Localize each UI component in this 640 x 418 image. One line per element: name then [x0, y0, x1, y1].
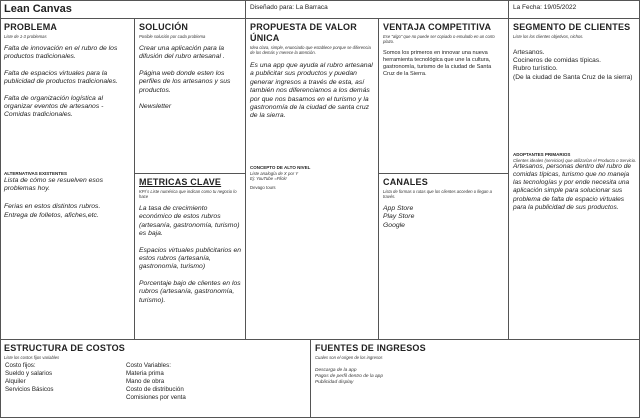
concepto-item: Devago tours: [250, 184, 276, 190]
segmento-section: [509, 19, 640, 340]
ventaja-subtitle: Ese "algo" que no puede ser copiado o emulado en un corto plazo.: [383, 34, 495, 44]
canales-section: [379, 174, 509, 340]
solucion-title: SOLUCIÓN: [139, 22, 189, 32]
ventaja-text: Somos los primeros en innovar una nueva herramienta tecnológica que une la cultura, gastronomía, turismo de la ciudad de Santa Cruz de la Sierra.: [383, 50, 492, 77]
costos-variables: Costo Variables: Materia prima Mano de obra Costo de distribución Comisiones por venta: [126, 362, 186, 401]
propuesta-subtitle: Idea clara, simple, enunciado que establece porque se diferencia de los demás y merece la atención.: [250, 45, 371, 55]
ingresos-subtitle: Cuales son el origen de los ingresos: [315, 355, 383, 360]
ingresos-section: [311, 340, 640, 418]
metricas-title: METRICAS CLAVE: [139, 177, 222, 187]
segmento-items: Artesanos. Cocineros de comidas típicas. Rubro turístico. (De la ciudad de Santa Cruz de la sierra): [513, 49, 633, 81]
header-title-cell: [0, 0, 246, 19]
metricas-item: Porcentaje bajo de clientes en los rubros (artesanía, gastronomía, turismo).: [139, 279, 241, 304]
solucion-subtitle: Posible solución por cada problema: [139, 34, 206, 39]
alternativas-title: ALTERNATIVAS EXISTENTES: [4, 171, 68, 176]
problema-item: Falta de espacios virtuales para la publicidad de productos tradicionales.: [4, 69, 118, 86]
solucion-item: Newsletter: [139, 103, 172, 111]
canvas-title: Lean Canvas: [4, 3, 72, 15]
canales-item: Play Store: [383, 213, 415, 221]
canales-subtitle: Lista de formas o rutas que los clientes acceden o llegan a través.: [383, 189, 492, 199]
ventaja-title: VENTAJA COMPETITIVA: [383, 22, 492, 32]
problema-subtitle: Liste de 1-3 problemas: [4, 34, 47, 39]
metricas-item: Espacios virtuales publicitarios en estos rubros (artesanía, gastronomía, turismo): [139, 246, 242, 271]
alternativas-text: Lista de cómo se resuelven esos problemas hoy.: [4, 176, 103, 192]
header-date-cell: [509, 0, 640, 19]
propuesta-text: Es una app que ayuda al rubro artesanal a publicitar sus productos y puedan generar ingresos a través de esta, así también nos diferenciamos a los demás por que nos basamos en el turismo y la gastronomía de la ciudad de santa cruz de la sierra.: [250, 62, 373, 120]
metricas-item: La tasa de crecimiento económico de estos rubros (artesanía, gastronomía, turismo) es baja.: [139, 205, 240, 238]
segmento-title: SEGMENTO DE CLIENTES: [513, 22, 631, 32]
solucion-section: [135, 19, 246, 174]
problema-title: PROBLEMA: [4, 22, 58, 32]
propuesta-title: PROPUESTA DE VALOR ÚNICA: [250, 22, 357, 43]
alternativas-items: Ferias en estos distintos rubros. Entrega de folletos, afiches,etc.: [4, 203, 101, 219]
segmento-subtitle: Liste los los clientes objetivos, nichos.: [513, 34, 584, 39]
problema-item: Falta de organización logística al organizar eventos de artesanos - Comidas tradicionales.: [4, 94, 104, 119]
concepto-sub1: Liste analogía de X por Y: [250, 170, 299, 176]
ventaja-section: [379, 19, 509, 174]
metricas-section: [135, 174, 246, 340]
adoptantes-subtitle: Clientes ideales (servicios) que utilizarían el Producto o Servicio.: [513, 157, 637, 163]
propuesta-section: [246, 19, 379, 340]
adoptantes-title: ADOPTANTES PRIMARIOS: [513, 152, 571, 157]
canales-title: CANALES: [383, 177, 428, 187]
canales-item: Google: [383, 221, 405, 229]
designer-label: Diseñado para: La Barraca: [250, 4, 328, 11]
solucion-item: Crear una aplicación para la difusión del rubro artesanal .: [139, 45, 225, 61]
adoptantes-text: Artesanos, personas dentro del rubro de comidas típicas, turismo que no maneja las tecnologías y por ende necesita una aplicación simple para solucionar sus problema de falta de espacio virtuales para la publicidad de sus productos.: [513, 162, 632, 211]
canales-item: App Store: [383, 205, 414, 212]
solucion-item: Página web donde esten los perfiles de los artesanos y sus productos.: [139, 69, 231, 94]
costos-subtitle: Liste los costos fijos variables: [4, 355, 60, 360]
costos-fijos: Costo fijos: Sueldo y salarios Alquiler Servicios Básicos: [5, 362, 54, 393]
costos-title: ESTRUCTURA DE COSTOS: [4, 343, 126, 353]
ingresos-title: FUENTES DE INGRESOS: [315, 343, 426, 353]
concepto-title: CONCEPTO DE ALTO NIVEL: [250, 165, 311, 170]
metricas-subtitle: KPI`s Liste numérica que indican como tu negocio lo hace: [139, 189, 237, 199]
problema-section: [0, 19, 135, 340]
costos-section: [0, 340, 311, 418]
ingresos-items: Descarga de la app Pagos de perfil dentro de la app Publicidad display: [315, 368, 384, 385]
problema-item: Falta de innovación en el rubro de los productos tradicionales.: [4, 45, 118, 61]
concepto-sub2: Ej: YouTube =Flickr: [250, 175, 287, 181]
date-label: La Fecha: 19/05/2022: [513, 4, 577, 11]
header-designer-cell: [246, 0, 509, 19]
